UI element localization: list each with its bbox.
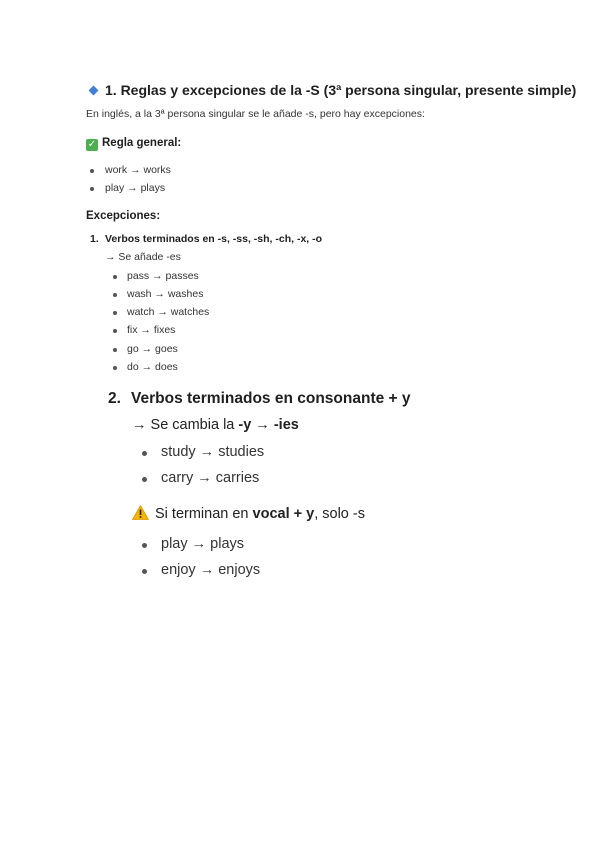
general-rule-label: Regla general: xyxy=(102,137,182,149)
bullet xyxy=(142,569,147,574)
bullet xyxy=(142,543,147,548)
list-item: carry → carries xyxy=(161,470,260,486)
bullet xyxy=(142,451,147,456)
list-item: pass → passes xyxy=(127,270,199,282)
bullet xyxy=(113,329,117,333)
bullet xyxy=(113,275,117,279)
exception-1-title xyxy=(90,233,322,245)
exception-2-note xyxy=(132,417,299,433)
list-item: watch → watches xyxy=(127,306,210,318)
page-title-text: 1. Reglas y excepciones de la -S (3ª persona singular, presente simple) xyxy=(105,82,577,98)
list-item: fix → fixes xyxy=(127,324,176,336)
list-item: enjoy → enjoys xyxy=(161,562,261,578)
bullet xyxy=(113,348,117,352)
warning-note xyxy=(132,505,365,524)
list-item: play → plays xyxy=(105,182,166,194)
exception-2-note-pre: → Se cambia la xyxy=(132,417,239,433)
exception-2-title-text: Verbos terminados en consonante + y xyxy=(131,390,411,407)
general-rule-heading xyxy=(86,137,181,151)
exception-1-note: → Se añade -es xyxy=(105,251,181,263)
bullet xyxy=(142,477,147,482)
bullet xyxy=(113,366,117,370)
warning-text-pre: Si terminan en xyxy=(155,506,253,522)
bullet xyxy=(113,311,117,315)
bullet xyxy=(113,293,117,297)
exceptions-heading: Excepciones: xyxy=(86,210,161,222)
intro-text: En inglés, a la 3ª persona singular se le añade -s, pero hay excepciones: xyxy=(86,108,425,120)
warning-text-post: , solo -s xyxy=(314,506,365,522)
warning-icon xyxy=(132,505,149,524)
exception-1-number: 1. xyxy=(90,233,99,245)
bullet xyxy=(90,169,94,173)
list-item: play → plays xyxy=(161,536,245,552)
list-item: study → studies xyxy=(161,444,265,460)
exception-2-title xyxy=(108,390,411,408)
list-item: go → goes xyxy=(127,343,178,355)
list-item: work → works xyxy=(105,164,171,176)
page-title xyxy=(90,82,576,98)
bullet xyxy=(90,187,94,191)
exception-2-number: 2. xyxy=(108,390,121,407)
exception-1-title-text: Verbos terminados en -s, -ss, -sh, -ch, -x, -o xyxy=(105,233,323,245)
list-item: wash → washes xyxy=(127,288,204,300)
list-item: do → does xyxy=(127,361,178,373)
diamond-icon xyxy=(89,86,99,96)
check-icon: ✓ xyxy=(87,139,97,150)
warning-text-bold: vocal + y xyxy=(252,506,315,522)
exception-2-note-bold: -y → -ies xyxy=(238,417,299,433)
